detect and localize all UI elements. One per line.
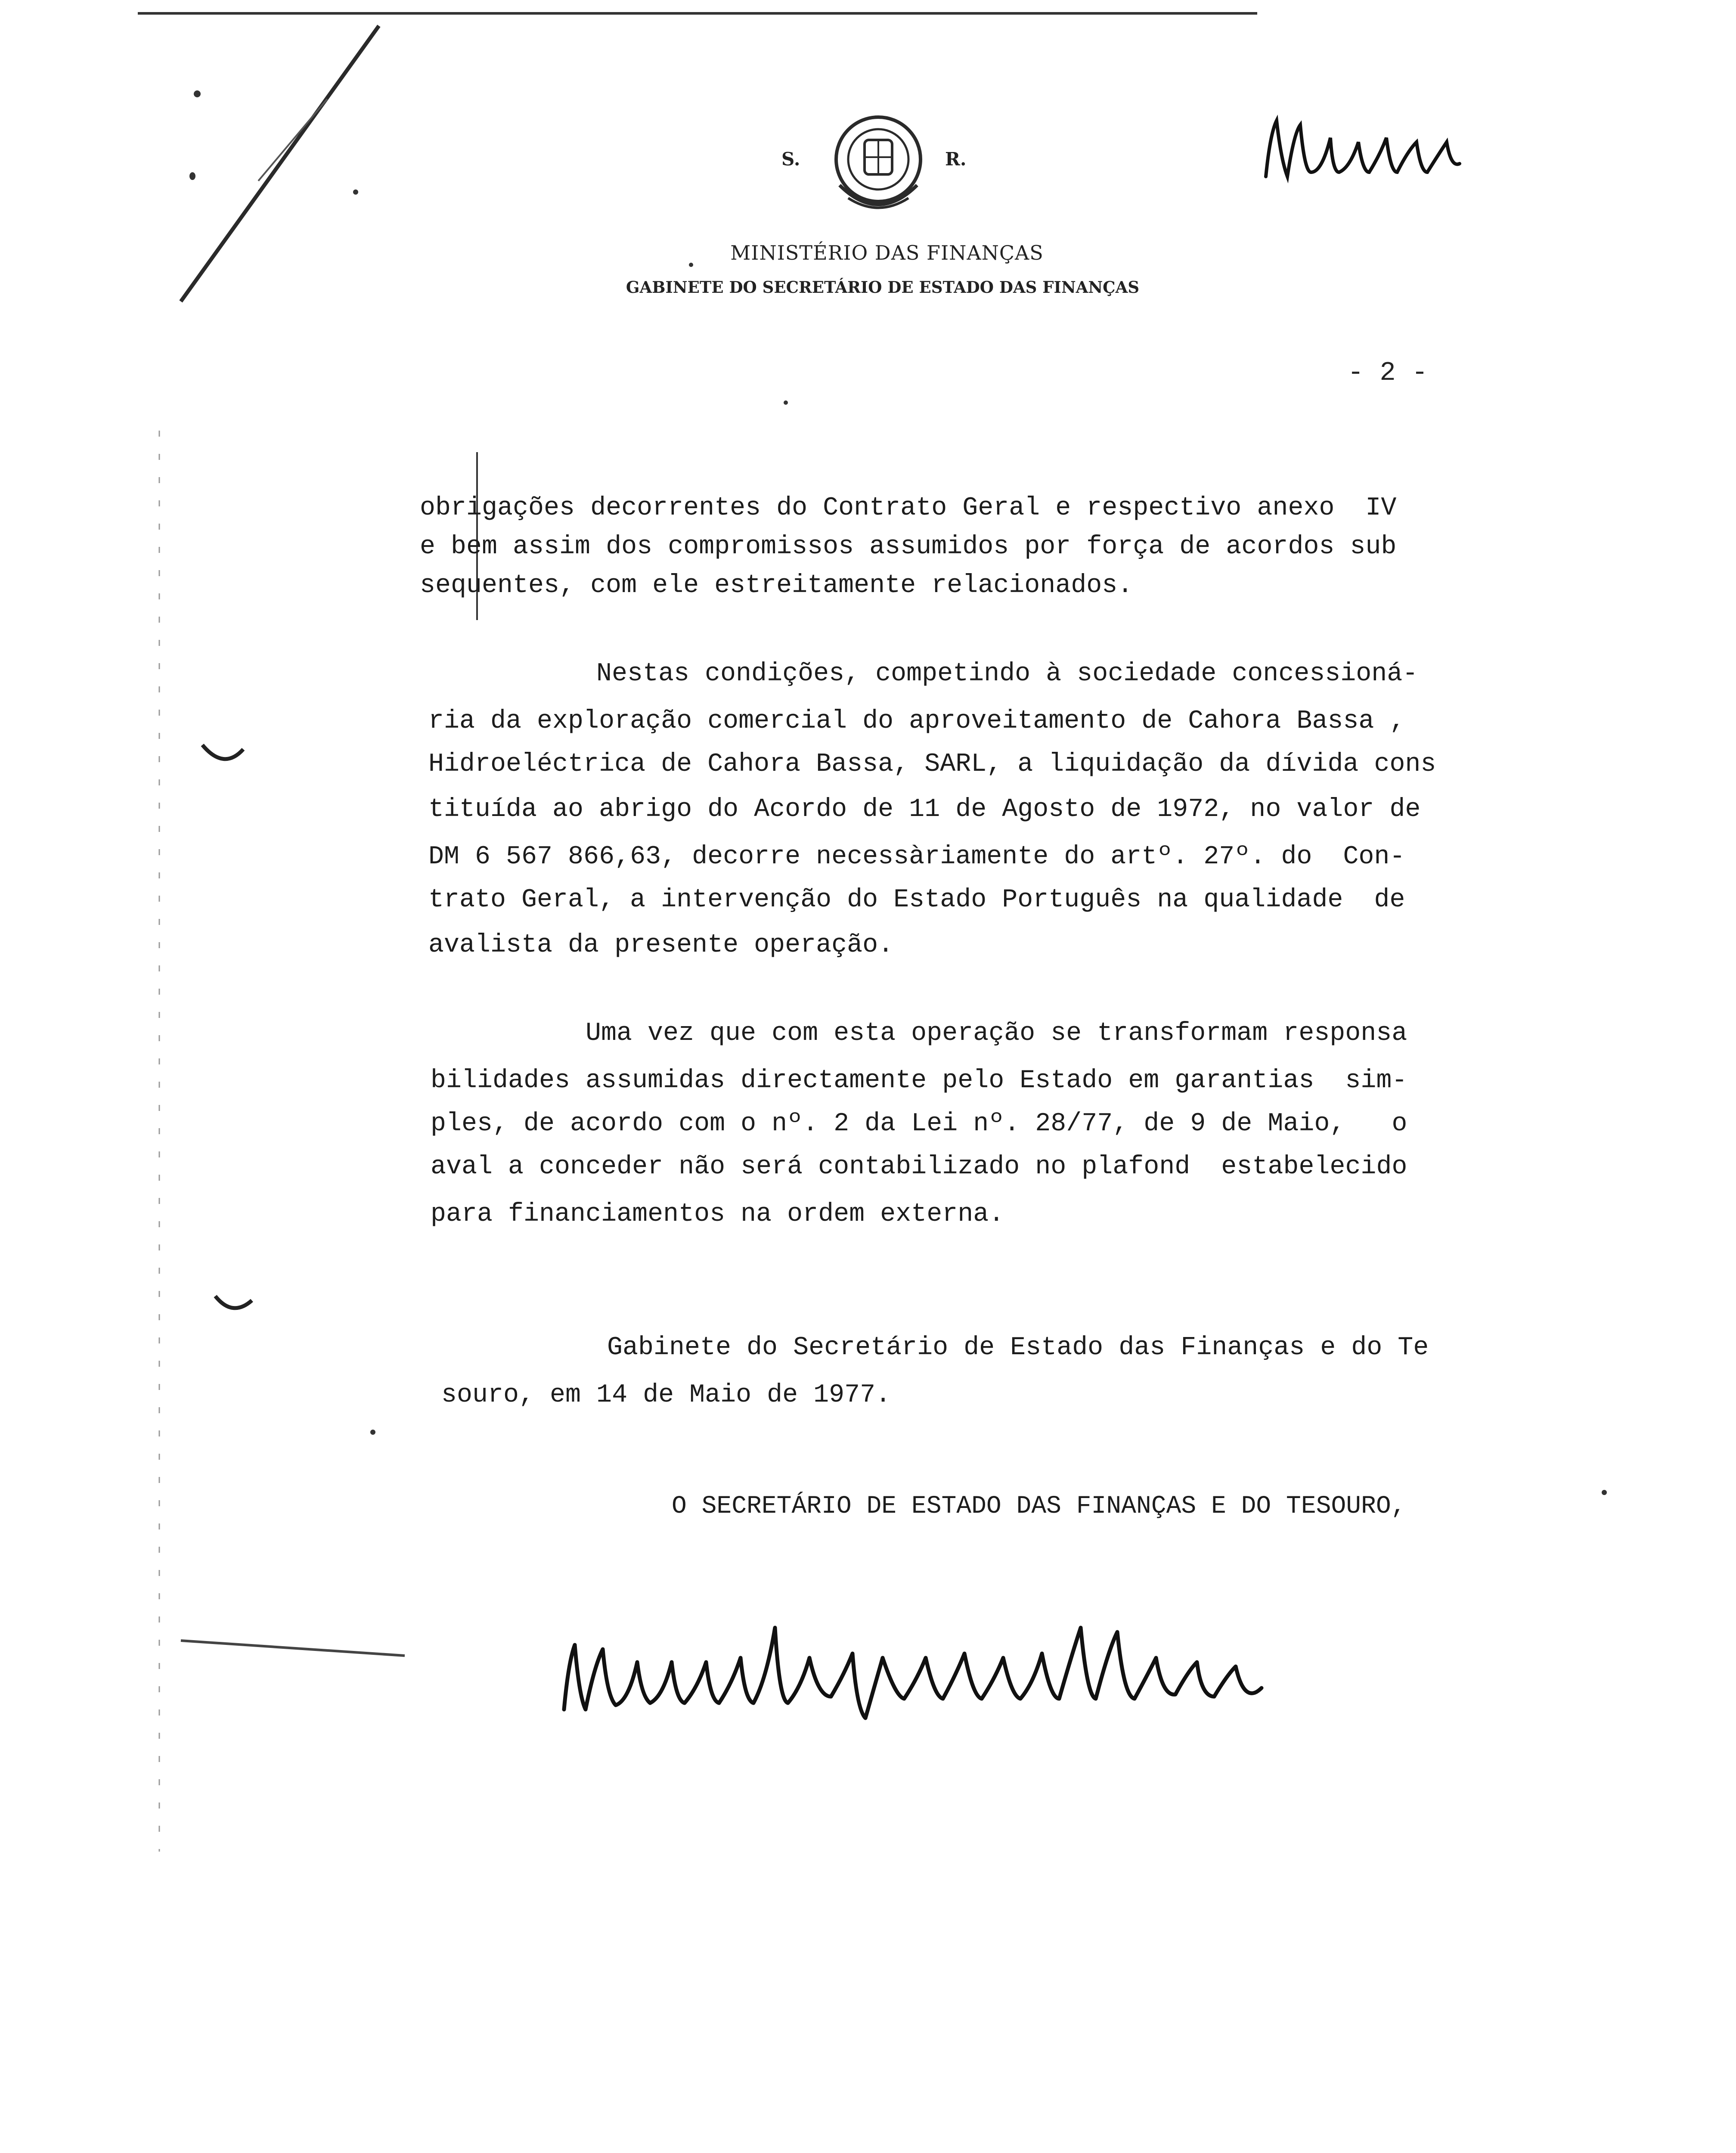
body-line: Hidroeléctrica de Cahora Bassa, SARL, a liquidação da dívida cons xyxy=(428,750,1436,779)
body-line: DM 6 567 866,63, decorre necessàriamente do artº. 27º. do Con- xyxy=(428,842,1405,872)
body-line: tituída ao abrigo do Acordo de 11 de Agosto de 1972, no valor de xyxy=(428,795,1421,824)
cabinet-heading: GABINETE DO SECRETÁRIO DE ESTADO DAS FINANÇAS xyxy=(626,278,1140,297)
ministry-heading: MINISTÉRIO DAS FINANÇAS xyxy=(730,241,1044,264)
page-number: - 2 - xyxy=(1348,357,1428,388)
body-line: aval a conceder não será contabilizado no plafond estabelecido xyxy=(431,1152,1407,1182)
body-line: ples, de acordo com o nº. 2 da Lei nº. 28/77, de 9 de Maio, o xyxy=(431,1109,1407,1139)
speck xyxy=(189,172,195,180)
body-line: ria da exploração comercial do aproveitamento de Cahora Bassa , xyxy=(428,707,1405,736)
letterhead-r: R. xyxy=(945,149,967,170)
body-line: trato Geral, a intervenção do Estado Português na qualidade de xyxy=(428,885,1405,915)
speck xyxy=(1602,1490,1607,1495)
body-line: bilidades assumidas directamente pelo Estado em garantias sim- xyxy=(431,1066,1407,1095)
body-line: para financiamentos na ordem externa. xyxy=(431,1200,1004,1229)
speck xyxy=(370,1430,375,1435)
speck xyxy=(194,90,201,97)
closing-line: Gabinete do Secretário de Estado das Finanças e do Te xyxy=(607,1333,1429,1362)
letterhead-s: S. xyxy=(781,149,800,170)
body-line: Uma vez que com esta operação se transformam responsa xyxy=(586,1019,1407,1048)
body-line: avalista da presente operação. xyxy=(428,931,894,960)
speck xyxy=(353,189,358,195)
body-line: Nestas condições, competindo à sociedade concessioná- xyxy=(596,659,1418,689)
coat-of-arms-seal-icon xyxy=(814,99,943,228)
handwritten-signature-icon xyxy=(555,1610,1395,1731)
body-line: obrigações decorrentes do Contrato Geral e respectivo anexo IV xyxy=(420,493,1397,523)
signatory-title: O SECRETÁRIO DE ESTADO DAS FINANÇAS E DO TESOURO, xyxy=(672,1492,1406,1520)
handwritten-initials-icon xyxy=(1257,108,1481,194)
body-line: e bem assim dos compromissos assumidos por força de acordos sub xyxy=(420,532,1397,562)
body-line: sequentes, com ele estreitamente relacionados. xyxy=(420,571,1133,600)
speck xyxy=(784,400,788,405)
closing-line: souro, em 14 de Maio de 1977. xyxy=(441,1381,891,1410)
